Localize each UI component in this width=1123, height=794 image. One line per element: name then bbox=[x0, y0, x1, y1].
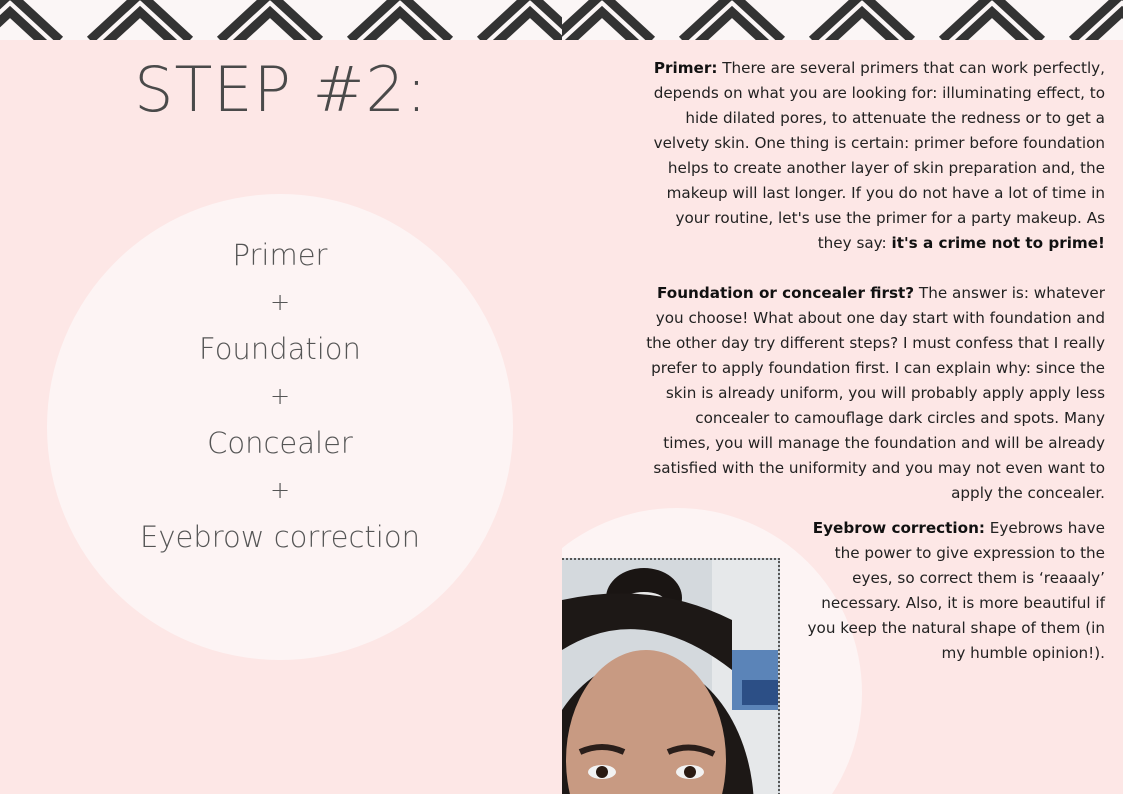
portrait-photo bbox=[562, 558, 780, 794]
eyebrow-body: Eyebrows have the power to give expression to the eyes, so correct them is ‘reaaaly’ necessary. Also, it is more beautiful if you keep the natural shape of them (in my humble opinion!). bbox=[807, 519, 1105, 662]
right-page bbox=[562, 0, 1123, 794]
primer-heading: Primer: bbox=[653, 59, 718, 77]
plus-sign: + bbox=[269, 288, 291, 316]
chevron-pattern bbox=[562, 0, 1123, 40]
chevron-band-right bbox=[562, 0, 1123, 40]
step-title: STEP #2: bbox=[134, 53, 428, 126]
primer-emphasis: it's a crime not to prime! bbox=[891, 234, 1105, 252]
foundation-body: The answer is: whatever you choose! What about one day start with foundation and the other day try different steps? I must confess that I really prefer to apply foundation first. I can explain why: since the skin is already uniform, you will probably apply apply less concealer to camouflage dark circles and spots. Many times, you will manage the foundation and will be already satisfied with the uniformity and you may not even want to apply the concealer. bbox=[646, 284, 1105, 502]
step-primer: Primer bbox=[232, 238, 328, 272]
chevron-pattern bbox=[0, 0, 562, 40]
steps-list bbox=[47, 232, 513, 561]
plus-sign: + bbox=[269, 382, 291, 410]
eyebrow-heading: Eyebrow correction: bbox=[812, 519, 985, 537]
step-eyebrow-correction: Eyebrow correction bbox=[140, 520, 420, 554]
primer-body: There are several primers that can work perfectly, depends on what you are looking for: illuminating effect, to hide dilated pores, to attenuate the redness or to get a velvety skin. One thing is certain: primer before foundation helps to create another layer of skin preparation and, the makeup will last longer. If you do not have a lot of time in your routine, let's use the primer for a party makeup. As they say: bbox=[653, 59, 1105, 252]
foundation-heading: Foundation or concealer first? bbox=[657, 284, 915, 302]
portrait-image bbox=[562, 560, 778, 794]
plus-sign: + bbox=[269, 476, 291, 504]
chevron-band-left bbox=[0, 0, 562, 40]
primer-paragraph bbox=[650, 56, 1105, 256]
step-concealer: Concealer bbox=[207, 426, 353, 460]
step-foundation: Foundation bbox=[199, 332, 361, 366]
eyebrow-paragraph bbox=[805, 516, 1105, 666]
foundation-paragraph bbox=[645, 281, 1105, 506]
